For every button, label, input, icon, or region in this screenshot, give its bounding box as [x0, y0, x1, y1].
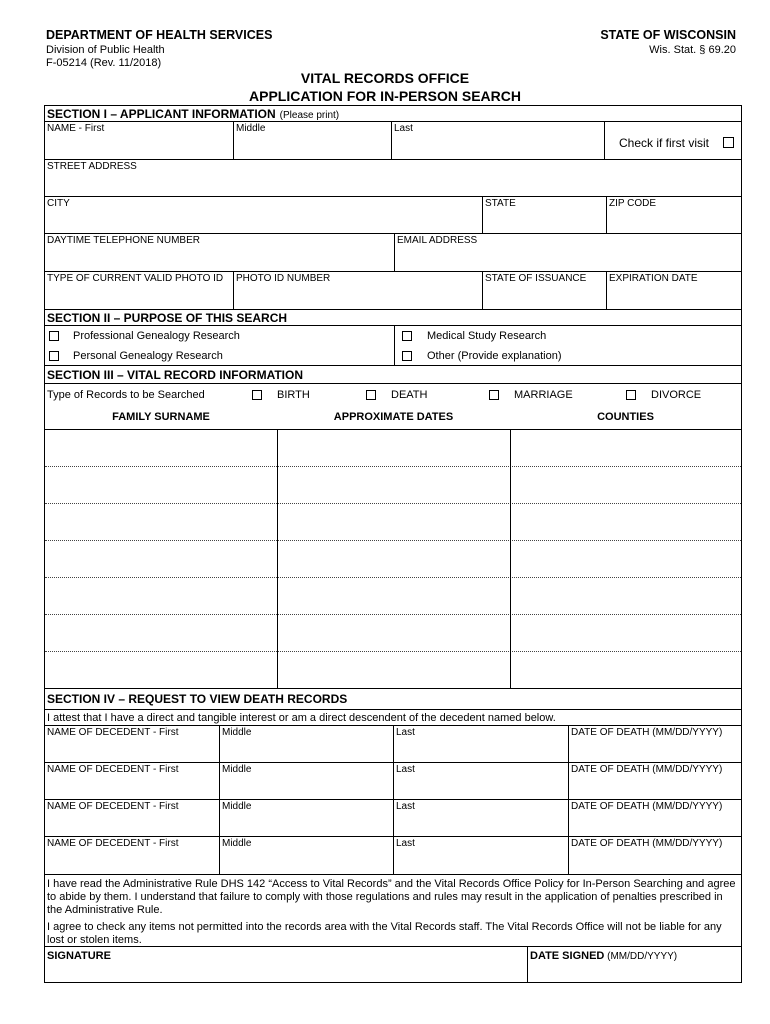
- form-title-line1: VITAL RECORDS OFFICE: [300, 70, 470, 86]
- death-label: DEATH: [391, 389, 428, 401]
- decedent-first-field[interactable]: [45, 763, 219, 799]
- contact-row: [45, 234, 741, 272]
- section-1-note: (Please print): [279, 110, 340, 121]
- decedent-dod-field[interactable]: [568, 800, 741, 836]
- attest-row: [45, 710, 741, 726]
- section-1-title: SECTION I – APPLICANT INFORMATION: [47, 107, 276, 121]
- decedent-middle-field[interactable]: [219, 800, 393, 836]
- form-title-line2: APPLICATION FOR IN-PERSON SEARCH: [249, 88, 521, 104]
- last-name-label: Last: [394, 123, 413, 134]
- table-row[interactable]: [45, 504, 741, 541]
- personal-genealogy-checkbox[interactable]: [49, 351, 59, 361]
- death-checkbox[interactable]: [366, 390, 376, 400]
- first-visit-cell: [604, 122, 741, 159]
- email-field[interactable]: [394, 234, 741, 271]
- state-field[interactable]: [482, 197, 606, 233]
- signature-field[interactable]: [45, 947, 527, 983]
- phone-field[interactable]: [45, 234, 394, 271]
- decedent-dod-field[interactable]: [568, 763, 741, 799]
- middle-name-field[interactable]: [233, 122, 391, 159]
- decedent-middle-field[interactable]: [219, 726, 393, 762]
- decedent-first-label: NAME OF DECEDENT - First: [47, 764, 179, 775]
- attest-text: I attest that I have a direct and tangible interest or am a direct descendent of the decedent named below.: [47, 712, 556, 724]
- date-signed-label: DATE SIGNED: [530, 950, 605, 962]
- decedent-last-label: Last: [396, 838, 415, 849]
- photo-id-type-field[interactable]: [45, 272, 233, 309]
- decedent-row: [45, 763, 741, 800]
- birth-checkbox[interactable]: [252, 390, 262, 400]
- section-3-header: [45, 366, 741, 384]
- decedent-last-label: Last: [396, 801, 415, 812]
- table-row[interactable]: [45, 430, 741, 467]
- marriage-label: MARRIAGE: [514, 389, 573, 401]
- divorce-checkbox[interactable]: [626, 390, 636, 400]
- decedent-last-field[interactable]: [393, 763, 568, 799]
- decedent-first-label: NAME OF DECEDENT - First: [47, 838, 179, 849]
- signature-row: [45, 946, 741, 983]
- photo-id-number-field[interactable]: [233, 272, 482, 309]
- birth-label: BIRTH: [277, 389, 310, 401]
- record-type-label: Type of Records to be Searched: [47, 389, 205, 401]
- section-2-title: SECTION II – PURPOSE OF THIS SEARCH: [47, 311, 288, 325]
- professional-genealogy-checkbox[interactable]: [49, 331, 59, 341]
- col-approximate-dates: APPROXIMATE DATES: [333, 411, 454, 423]
- table-divider: [277, 430, 278, 689]
- decedent-dod-field[interactable]: [568, 837, 741, 874]
- record-type-row: [45, 384, 741, 430]
- expiration-date-field[interactable]: [606, 272, 741, 309]
- city-label: CITY: [47, 198, 70, 209]
- division-name: Division of Public Health: [46, 44, 165, 56]
- photo-id-type-label: TYPE OF CURRENT VALID PHOTO ID: [47, 273, 224, 284]
- zip-field[interactable]: [606, 197, 741, 233]
- street-address-label: STREET ADDRESS: [47, 161, 137, 172]
- table-row[interactable]: [45, 541, 741, 578]
- decedent-row: [45, 726, 741, 763]
- form-number: F-05214 (Rev. 11/2018): [46, 57, 162, 69]
- decedent-dod-label: DATE OF DEATH (MM/DD/YYYY): [571, 838, 723, 849]
- marriage-checkbox[interactable]: [489, 390, 499, 400]
- medical-study-checkbox[interactable]: [402, 331, 412, 341]
- first-visit-label: Check if first visit: [619, 136, 710, 150]
- decedent-last-label: Last: [396, 727, 415, 738]
- middle-name-label: Middle: [236, 123, 266, 134]
- decedent-middle-field[interactable]: [219, 837, 393, 874]
- decedent-middle-label: Middle: [222, 727, 252, 738]
- name-row: [45, 122, 741, 160]
- table-row[interactable]: [45, 615, 741, 652]
- personal-genealogy-label: Personal Genealogy Research: [73, 350, 223, 362]
- department-name: DEPARTMENT OF HEALTH SERVICES: [46, 28, 273, 42]
- section-3-title: SECTION III – VITAL RECORD INFORMATION: [47, 368, 304, 382]
- decedent-dod-label: DATE OF DEATH (MM/DD/YYYY): [571, 801, 723, 812]
- table-row[interactable]: [45, 467, 741, 504]
- table-row[interactable]: [45, 652, 741, 689]
- decedent-row: [45, 837, 741, 875]
- purpose-row: [45, 326, 741, 366]
- email-label: EMAIL ADDRESS: [397, 235, 478, 246]
- agreement-paragraph-2: I agree to check any items not permitted into the records area with the Vital Records staff. The Vital Records Office will not be liable for any lost or stolen items.: [47, 921, 722, 946]
- state-name: STATE OF WISCONSIN: [600, 28, 736, 42]
- other-purpose-checkbox[interactable]: [402, 351, 412, 361]
- decedent-middle-label: Middle: [222, 838, 252, 849]
- zip-label: ZIP CODE: [609, 198, 657, 209]
- first-name-label: NAME - First: [47, 123, 105, 134]
- date-signed-format: (MM/DD/YYYY): [607, 951, 678, 962]
- decedent-middle-label: Middle: [222, 801, 252, 812]
- state-of-issuance-label: STATE OF ISSUANCE: [485, 273, 587, 284]
- decedent-dod-label: DATE OF DEATH (MM/DD/YYYY): [571, 764, 723, 775]
- state-of-issuance-field[interactable]: [482, 272, 606, 309]
- decedent-last-label: Last: [396, 764, 415, 775]
- section-2-header: [45, 310, 741, 326]
- professional-genealogy-label: Professional Genealogy Research: [73, 330, 240, 342]
- decedent-dod-field[interactable]: [568, 726, 741, 762]
- decedent-last-field[interactable]: [393, 726, 568, 762]
- application-form: [44, 105, 742, 983]
- phone-label: DAYTIME TELEPHONE NUMBER: [47, 235, 200, 246]
- col-family-surname: FAMILY SURNAME: [112, 411, 210, 423]
- signature-label: SIGNATURE: [47, 950, 111, 962]
- decedent-middle-label: Middle: [222, 764, 252, 775]
- section-4-header: [45, 689, 741, 710]
- decedent-dod-label: DATE OF DEATH (MM/DD/YYYY): [571, 727, 723, 738]
- statute-ref: Wis. Stat. § 69.20: [649, 44, 736, 56]
- state-label: STATE: [485, 198, 516, 209]
- decedent-last-field[interactable]: [393, 837, 568, 874]
- first-visit-checkbox[interactable]: [723, 137, 734, 148]
- last-name-field[interactable]: [391, 122, 604, 159]
- section-1-header: [45, 106, 741, 122]
- table-row[interactable]: [45, 578, 741, 615]
- date-signed-field[interactable]: [527, 947, 741, 983]
- city-row: [45, 197, 741, 234]
- street-row: [45, 160, 741, 197]
- agreement-paragraph-1: I have read the Administrative Rule DHS 142 “Access to Vital Records” and the Vital Records Office Policy for In-Person Searching and agree to abide by them. I understand that failure to comply with those regulations and rules may result in the application of penalties prescribed in the Administrative Rule.: [47, 878, 736, 916]
- medical-study-label: Medical Study Research: [427, 330, 547, 342]
- first-name-field[interactable]: [45, 122, 233, 159]
- photo-id-number-label: PHOTO ID NUMBER: [236, 273, 331, 284]
- photo-id-row: [45, 272, 741, 310]
- col-counties: COUNTIES: [597, 411, 654, 423]
- decedent-row: [45, 800, 741, 837]
- decedent-last-field[interactable]: [393, 800, 568, 836]
- expiration-date-label: EXPIRATION DATE: [609, 273, 698, 284]
- decedent-first-label: NAME OF DECEDENT - First: [47, 801, 179, 812]
- decedent-first-label: NAME OF DECEDENT - First: [47, 727, 179, 738]
- decedent-first-field[interactable]: [45, 800, 219, 836]
- decedent-first-field[interactable]: [45, 726, 219, 762]
- table-divider: [510, 430, 511, 689]
- decedent-first-field[interactable]: [45, 837, 219, 874]
- divorce-label: DIVORCE: [651, 389, 702, 401]
- decedent-middle-field[interactable]: [219, 763, 393, 799]
- street-address-field[interactable]: [45, 160, 741, 196]
- other-purpose-label: Other (Provide explanation): [427, 350, 562, 362]
- section-4-title: SECTION IV – REQUEST TO VIEW DEATH RECORDS: [47, 692, 348, 706]
- city-field[interactable]: [45, 197, 482, 233]
